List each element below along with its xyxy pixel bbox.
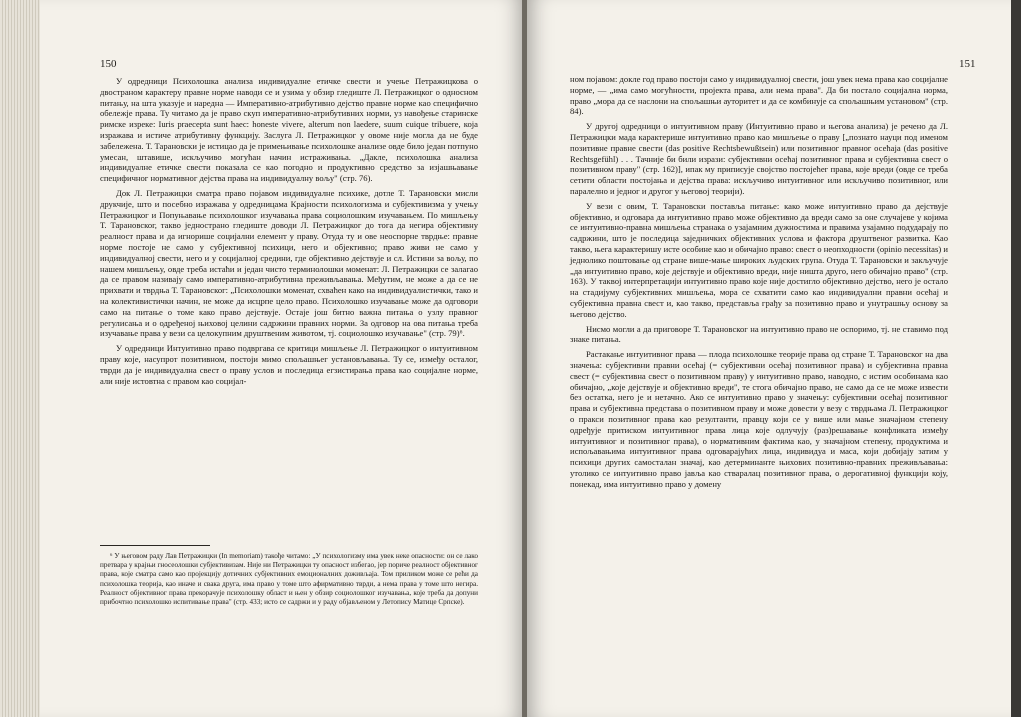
paragraph: Нисмо могли а да приговоре Т. Тарановског на интуитивно право не оспоримо, тј. не ставимо под знаке питања.: [570, 323, 948, 345]
paragraph: У другој одредници о интуитивном праву (Интуитивно право и његова анализа) је речено да Л. Петражицки мада карактерише интуитивно право као мишљење о праву [„познато науци под именом позитивне правне свести (das positive Rechtsbewußtsein) или позитивног правног осећаја (das positive Rechtsgefühl) . . . Тачније би били изрази: субјективни осећај позитивног права и субјективна свест о позитивном праву" (стр. 162)], ипак му приписује својство постојећег права, које вреди (овде се треба сетити области постојања и дејства права: искључиво интуитивног или искључиво позитивног, или паралелно и једног и другог у његовој теорији).: [570, 121, 948, 196]
paragraph: У одредници Интуитивно право подвргава се критици мишљење Л. Петражицког о интуитивном праву које, насупрот позитивном, постоји мимо спољашњег установљавања. Ту се, између осталог, тврди да је индивидуална свест о праву услов и последица егзистирања права као социјалне норме, али није истовтна с правом као социјал-: [100, 343, 478, 386]
left-body-text: [100, 76, 478, 390]
page-number: 151: [959, 58, 976, 70]
page-rim: [1011, 0, 1021, 717]
paragraph: У одредници Психолошка анализа индивидуалне етичке свести и учење Петражицкова о двостраном карактеру правне норме наводи се и узима у обзир гледиште Л. Петражицког о односном питању, на шта указује и наредна — Императивно-атрибутивно дејство правне норме као специфично обележје права. Ту читамо да је право скуп императивно-атрибутивних норми, уз навођење старинске римске изреке: Iuris praecepta sunt haec: honeste vivere, alterum non laedere, suum cuique tribuere, која изражава и истиче атрибутивну функцију. Заслуга Л. Петражицког у овоме није могла да не буде забележена. Т. Тарановски је истицао да је примењивање психолошке анализе овде било један потпуно умесан, штавише, искључиво могућан начин истраживања. „Дакле, психолошка анализа индивидуалне етичке свести показала се као погодно и продуктивно средство за изјашњавање специфичног нормативног дејства права на индивидуалну вољу" (стр. 76).: [100, 76, 478, 184]
paragraph: Док Л. Петражицки сматра право појавом индивидуалне психике, дотле Т. Тарановски мисли друкчије, што и посебно изражава у одредницама Крајности психологизма и субјективизма у учењу Петражицког и Попуњавање психолошког изучавања права социолошким изучавањем. По мишљењу Т. Тарановског, такво једнострано гледиште доводи Л. Петражицког до тога да негира објективну реалност права и да игнорише социјални елемент у праву. Отуда ту и ове неоспорне тврдње: правне норме постоје не само у субјективној психици, него и објективно; право живи не само у индивидуалној свести, него и у социјалној средини, где објективно дејствује и сл. Истини за вољу, по нашем мишљењу, овде треба истаћи и један чисто терминолошки моменат: Л. Петражицки се залагао да се правом називају само императивно-атрибутивна преживљавања. Међутим, не може а да се не прихвати и тврдња Т. Тарановског: „Психолошки моменат, схваћен како на индивидуалистички, тако и на колективистички начин, не може да исцрпе цело право. Психолошко изучавање може да одговори само на питање о томе како право дејствује. Остаје још битно важна питања о узлу правног регулисања и о одређеној њиховој целини садржини правних норми. За одговор на ова питања треба изучавање права у вези са целокупним друштвеним животом, тј. социолошко изучавање" (стр. 79)⁶.: [100, 187, 478, 339]
right-body-text: [570, 74, 948, 493]
paragraph: У вези с овим, Т. Тарановски поставља питање: како може интуитивно право да дејствује објективно, и одговара да интуитивно право може објективно да вреди само за оне случајеве у којима се интуитивно-правна мишљења странака о узајамним дужностима и правима узајамно подударају по садржини, што је последица заједничких објективних услова и фактора друштвеног развитка. Као такво, њега карактеришу исте особине као и обичајно право: свест о неопходности (opinio necessitas) и једнолико поштовање од стране више-мање широких људских група. Отуда Т. Тарановски и закључује „да интуитивно право, које дејствује и објективно вреди, није ништа друго, него обичајно право" (стр. 163). У таквој интерпретацији интуитивно право које није достигло објективно дејство, него је остало на стадијуму субјективних мишљења, мора се схватити само као индивидуални правни осећај и субјективна правна свест и, као такво, представља грађу за позитивно право и унутрашњу основу за његово дејство.: [570, 200, 948, 319]
paragraph: ном појавом: докле год право постоји само у индивидуалној свести, још увек нема права као социјалне норме, — „има само могућности, пројекта права, али нема права". Да би постало социјална норма, право „мора да се наслони на спољашњи ауторитет и да се комбинује са спољашњим установом" (стр. 84).: [570, 74, 948, 117]
page-number: 150: [100, 58, 117, 70]
page-edges: [0, 0, 40, 717]
footnote-rule: [100, 545, 210, 546]
paragraph: Растакање интуитивног права — плода психолошке теорије права од стране Т. Тарановског на два значења: субјективни правни осећај (= субјективни осећај позитивног права) и субјективна правна свест (= субјективна свест о позитивном праву) у интуитивно право, наводно, с истим особинама као обичајно, „које дејствује и објективно вреди", те стога обичајно право, не само да се не може извести без остатка, него је и нетачно. Ако се интуитивно право у значењу: субјективни осећај позитивног права и субјективна представа о позитивном праву и може довести у везу с тврдњама Л. Петражицког о пракси позитивног права као резултанти, правцу који се у више или мање значајном степену одређује притиском интуитивног права лица које одлучују (раз)решавање конфликата између интуитивног и позитивног права), о нормативним фактима као, у значајном степену, продуктима и испољавањима интуитивног права одговарајућих лица, индивидуа и маса, који добијају затим у психици других самосталан значај, као детерминанте њихових позитивно-правних преживљавања: утолико се интуитивно право јавља као стваралац позитивног права, о дерогативној функцији коју, понекад, има интуитивно право у домену: [570, 349, 948, 489]
footnote: ⁶ У његовом раду Лав Петражицки (In memoriam) такође читамо: „У психологизму има увек неке опасности: он се лако претвара у крајњи гносеолошки субјективизам. Није ни Петражицки ту опасност избегао, јер пориче реалност објективног права, које сматра само као пројекцију дотичних субјективних емоционалних доживљаја. Том приликом може се рећи да психолошка теорија, као иначе и свака друга, има право у томе што афирмативно тврди, а нема права у томе што негира. Реалност објективног права прекорачује психолошку област и њен у обзир социолошког изучавања, које треба да допуни прибочтно психолошко испитивање права" (стр. 433; исто се садржи и у раду објављеном у Летопису Матице Српске).: [100, 552, 478, 607]
